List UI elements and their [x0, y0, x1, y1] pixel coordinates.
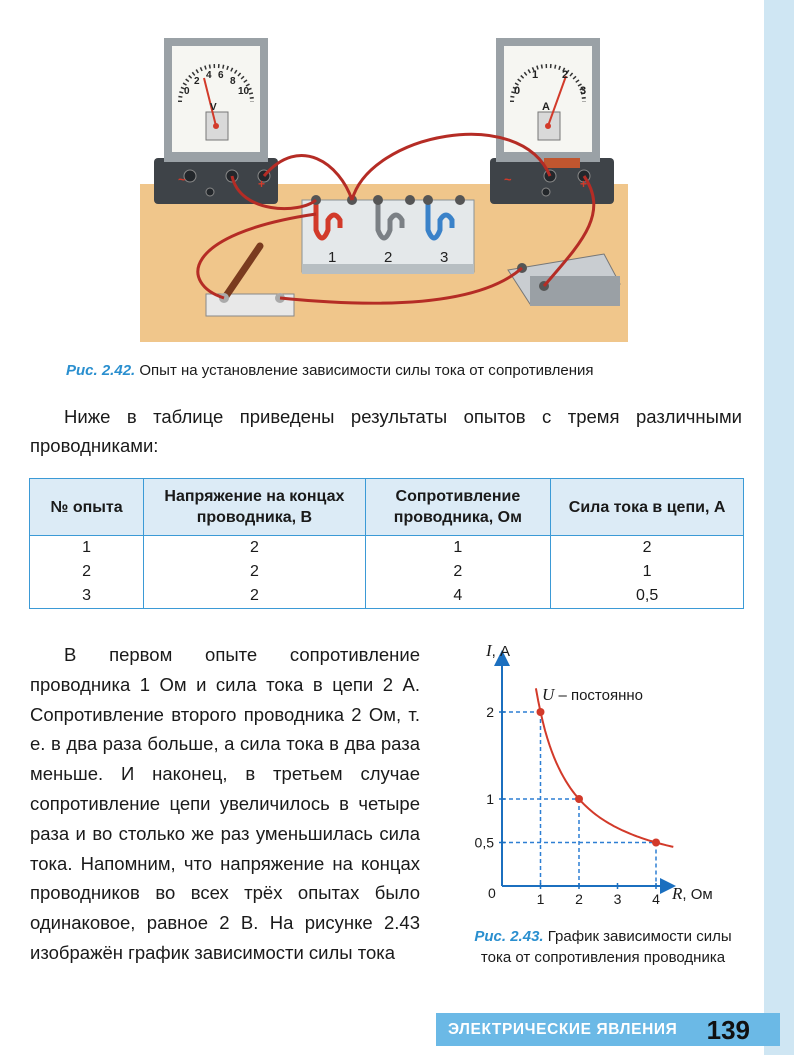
figure-2-42-caption: [66, 362, 594, 379]
ammeter-ac-mark: ~: [504, 172, 512, 187]
voltmeter-scale-4: 4: [206, 70, 212, 81]
x-tick-label-1: 1: [536, 891, 545, 907]
constant-voltage-annotation: [542, 685, 643, 704]
intro-paragraph: Ниже в таблице приведены результаты опытов с тремя различными проводниками:: [30, 406, 742, 456]
figure-2-43-label: Рис. 2.43.: [474, 928, 544, 945]
header-experiment-number: № опыта: [30, 479, 144, 536]
x-axis-unit: , Ом: [682, 886, 713, 903]
data-point-2: [575, 795, 583, 803]
ammeter-scale-0: 0: [514, 85, 521, 97]
table-cell: 2: [144, 536, 365, 561]
annotation-symbol: U: [542, 685, 555, 704]
figure-2-42-text: Опыт на установление зависимости силы тока от сопротивления: [139, 362, 594, 379]
origin-label: 0: [488, 885, 496, 901]
y-tick-label-1: 2: [486, 704, 494, 720]
page-edge-strip: [764, 0, 794, 1055]
data-point-3: [652, 839, 660, 847]
page-footer: [436, 1013, 780, 1046]
voltmeter-scale-8: 8: [230, 76, 236, 87]
results-table: [29, 478, 744, 609]
ammeter-plus-mark: +: [580, 177, 588, 191]
footer-section-title: ЭЛЕКТРИЧЕСКИЕ ЯВЛЕНИЯ: [448, 1021, 678, 1038]
table-cell: 3: [30, 584, 144, 609]
table-row: [30, 560, 744, 584]
table-cell: 1: [551, 560, 744, 584]
table-cell: 4: [365, 584, 551, 609]
y-axis-symbol: I: [486, 641, 492, 660]
page-number: 139: [706, 1015, 750, 1045]
x-tick-label-3: 3: [613, 891, 622, 907]
voltmeter-ac-mark: ~: [178, 172, 186, 187]
voltmeter-unit: V: [210, 102, 217, 113]
table-row: [30, 536, 744, 561]
conductor-label-3: 3: [440, 249, 449, 266]
body-paragraph: В первом опыте сопротивление проводника 1 Ом и сила тока в цепи 2 А. Сопротивление второго проводника 2 Ом, т. е. в два раза больше, а сила тока в два раза меньше. И наконец, в третьем случае сопротивление цепи увеличилось в четыре раза и во столько же раз уменьшилась сила тока. Напомним, что напряжение на концах проводников во всех трёх опытах было одинаковое, равное 2 В. На рисунке 2.43 изображён график зависимости силы тока: [30, 644, 420, 963]
current-curve: [536, 688, 673, 847]
y-axis-unit: , А: [491, 643, 511, 660]
figure-2-42-label: Рис. 2.42.: [66, 362, 136, 379]
x-tick-label-4: 4: [652, 891, 660, 907]
annotation-text: – постоянно: [554, 687, 643, 704]
circuit-illustration: [140, 14, 628, 342]
figure-2-43-text: График зависимости силы тока от сопротивления проводника: [480, 928, 732, 966]
x-tick-label-2: 2: [575, 891, 583, 907]
current-resistance-chart: [458, 636, 748, 916]
table-row: [30, 584, 744, 609]
figure-2-43-caption: [458, 926, 748, 968]
y-tick-label-3: 0,5: [474, 834, 494, 851]
voltmeter-scale-0: 0: [184, 86, 190, 97]
ammeter-scale-1: 1: [532, 69, 539, 81]
table-cell: 2: [144, 584, 365, 609]
y-axis-label: [485, 641, 510, 660]
voltmeter-plus-mark: +: [258, 177, 266, 191]
conductor-label-2: 2: [384, 249, 393, 266]
voltmeter-scale-10: 10: [238, 86, 250, 97]
voltmeter-scale-6: 6: [218, 70, 224, 81]
table-header-row: [30, 479, 744, 536]
table-cell: 1: [30, 536, 144, 561]
ammeter-scale-3: 3: [580, 85, 587, 97]
ammeter-unit: A: [542, 101, 550, 113]
table-cell: 2: [30, 560, 144, 584]
y-tick-label-2: 1: [486, 791, 494, 807]
header-current: Сила тока в цепи, А: [551, 479, 744, 536]
conductor-label-1: 1: [328, 249, 337, 266]
data-point-1: [537, 708, 545, 716]
table-cell: 2: [144, 560, 365, 584]
header-voltage: Напряжение на концах проводника, В: [144, 479, 365, 536]
table-cell: 1: [365, 536, 551, 561]
x-axis-symbol: R: [672, 884, 683, 903]
voltmeter-scale-2: 2: [194, 76, 200, 87]
table-cell: 0,5: [551, 584, 744, 609]
table-cell: 2: [551, 536, 744, 561]
header-resistance: Сопротивление проводника, Ом: [365, 479, 551, 536]
ammeter-scale-2: 2: [562, 69, 569, 81]
x-axis-label: [671, 884, 713, 903]
table-cell: 2: [365, 560, 551, 584]
